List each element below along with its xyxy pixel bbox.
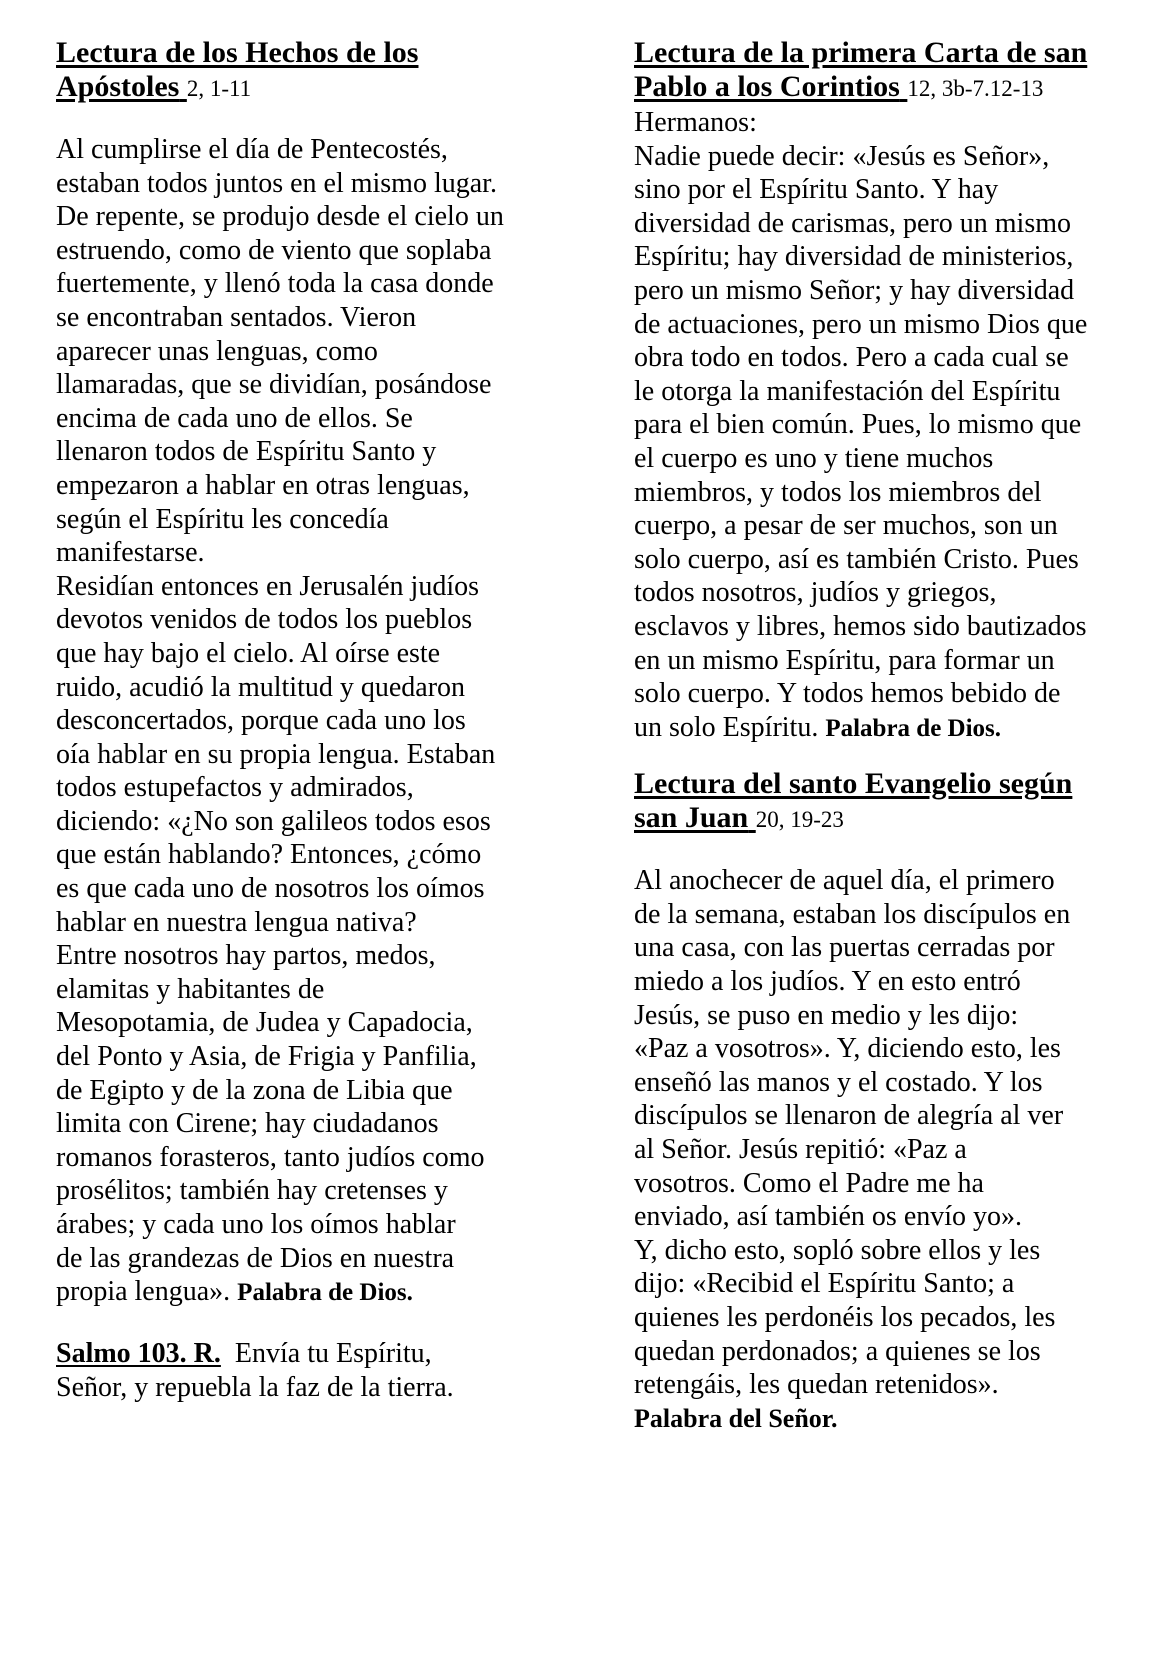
reading-2-line: en un mismo Espíritu, para formar un bbox=[634, 644, 1055, 676]
reading-2-title-line: Lectura de la primera Carta de san bbox=[634, 36, 1088, 69]
reading-1-line: estaban todos juntos en el mismo lugar. bbox=[56, 167, 497, 199]
reading-1-line: de las grandezas de Dios en nuestra bbox=[56, 1242, 455, 1274]
gospel-line: una casa, con las puertas cerradas por bbox=[634, 932, 1055, 964]
reading-1-line: se encontraban sentados. Vieron bbox=[56, 301, 417, 333]
reading-1-line: devotos venidos de todos los pueblos bbox=[56, 604, 473, 636]
reading-1-title-line bbox=[56, 70, 576, 106]
reading-1-line: estruendo, como de viento que soplaba bbox=[56, 234, 492, 266]
reading-1-line: Entre nosotros hay partos, medos, bbox=[56, 940, 436, 972]
reading-2-title-line-2: Pablo a los Corintios bbox=[634, 70, 900, 103]
reading-2-line: de actuaciones, pero un mismo Dios que bbox=[634, 308, 1088, 340]
psalm-response-part-2: Señor, y repuebla la faz de la tierra. bbox=[56, 1371, 454, 1403]
reading-1-line: fuertemente, y llenó toda la casa donde bbox=[56, 268, 494, 300]
reading-1-line: llamaradas, que se dividían, posándose bbox=[56, 369, 492, 401]
reading-2-line: miembros, y todos los miembros del bbox=[634, 476, 1042, 508]
reading-1-line: aparecer unas lenguas, como bbox=[56, 335, 378, 367]
gospel-title-line bbox=[634, 801, 1154, 837]
reading-2-closing: Palabra de Dios. bbox=[825, 714, 1002, 742]
reading-1-line: Al cumplirse el día de Pentecostés, bbox=[56, 134, 448, 165]
gospel-title-line: Lectura del santo Evangelio según bbox=[634, 767, 1073, 801]
reading-1-closing: Palabra de Dios. bbox=[237, 1279, 413, 1307]
reading-2-line: todos nosotros, judíos y griegos, bbox=[634, 577, 997, 609]
gospel-reference: 20, 19-23 bbox=[755, 807, 844, 833]
reading-1-line: hablar en nuestra lengua nativa? bbox=[56, 906, 417, 938]
reading-1-line: es que cada uno de nosotros los oímos bbox=[56, 873, 485, 905]
reading-1-line: desconcertados, porque cada uno los bbox=[56, 705, 466, 737]
reading-1-line: todos estupefactos y admirados, bbox=[56, 772, 414, 804]
reading-1-line: prosélitos; también hay cretenses y bbox=[56, 1175, 448, 1207]
reading-2-line: para el bien común. Pues, lo mismo que bbox=[634, 409, 1082, 441]
reading-1-line: árabes; y cada uno los oímos hablar bbox=[56, 1209, 456, 1240]
reading-2-ending bbox=[634, 711, 1154, 746]
gospel-line: quienes les perdonéis los pecados, les bbox=[634, 1302, 1056, 1333]
reading-1-line: llenaron todos de Espíritu Santo y bbox=[56, 436, 437, 468]
gospel-title bbox=[634, 767, 1154, 837]
psalm-response-part-1: Envía tu Espíritu, bbox=[234, 1337, 432, 1369]
gospel-body bbox=[634, 864, 1154, 1402]
reading-1-last-line: propia lengua». bbox=[56, 1276, 231, 1308]
reading-2-title-line bbox=[634, 70, 1154, 106]
psalm-label: Salmo 103. R. bbox=[56, 1337, 221, 1369]
psalm-line-1 bbox=[56, 1337, 576, 1371]
gospel-line: enviado, así también os envío yo». bbox=[634, 1201, 1023, 1233]
reading-1-body bbox=[56, 133, 576, 1275]
gospel-line: vosotros. Como el Padre me ha bbox=[634, 1167, 984, 1199]
gospel-line: retengáis, les quedan retenidos». bbox=[634, 1369, 999, 1401]
reading-2-line: el cuerpo es uno y tiene muchos bbox=[634, 442, 994, 474]
reading-1-title-line: Lectura de los Hechos de los bbox=[56, 36, 419, 69]
left-column bbox=[56, 36, 576, 1404]
reading-1-line: encima de cada uno de ellos. Se bbox=[56, 402, 413, 434]
reading-1-line: elamitas y habitantes de bbox=[56, 973, 325, 1005]
gospel-line: quedan perdonados; a quienes se los bbox=[634, 1335, 1041, 1367]
reading-2-line: esclavos y libres, hemos sido bautizados bbox=[634, 610, 1087, 642]
gospel-closing: Palabra del Señor. bbox=[634, 1403, 838, 1433]
reading-1-reference: 2, 1-11 bbox=[186, 76, 252, 101]
reading-1-title-line-2: Apóstoles bbox=[56, 70, 180, 103]
gospel-line: «Paz a vosotros». Y, diciendo esto, les bbox=[634, 1033, 1061, 1065]
reading-1-title bbox=[56, 36, 576, 106]
gospel-line: Y, dicho esto, sopló sobre ellos y les bbox=[634, 1234, 1041, 1266]
reading-2-line: pero un mismo Señor; y hay diversidad bbox=[634, 274, 1075, 306]
reading-1-line: del Ponto y Asia, de Frigia y Panfilia, bbox=[56, 1041, 477, 1073]
reading-1-line: que están hablando? Entonces, ¿cómo bbox=[56, 839, 482, 871]
reading-1-line: Mesopotamia, de Judea y Capadocia, bbox=[56, 1007, 473, 1039]
gospel-line: Al anochecer de aquel día, el primero bbox=[634, 865, 1055, 897]
reading-1-line: de Egipto y de la zona de Libia que bbox=[56, 1074, 453, 1106]
gospel-ending bbox=[634, 1402, 1154, 1436]
gospel-line: miedo a los judíos. Y en esto entró bbox=[634, 966, 1021, 998]
gospel-line: al Señor. Jesús repitió: «Paz a bbox=[634, 1134, 967, 1166]
reading-1-line: que hay bajo el cielo. Al oírse este bbox=[56, 637, 441, 669]
reading-2-title bbox=[634, 36, 1154, 106]
reading-1-line: Residían entonces en Jerusalén judíos bbox=[56, 570, 480, 602]
gospel-line: Jesús, se puso en medio y les dijo: bbox=[634, 999, 1019, 1031]
gospel-line: discípulos se llenaron de alegría al ver bbox=[634, 1100, 1064, 1132]
reading-1-line: ruido, acudió la multitud y quedaron bbox=[56, 671, 466, 703]
reading-1-line: según el Espíritu les concedía bbox=[56, 503, 389, 535]
reading-2-line: le otorga la manifestación del Espíritu bbox=[634, 375, 1061, 407]
reading-1-line: limita con Cirene; hay ciudadanos bbox=[56, 1108, 439, 1140]
reading-2-line: Nadie puede decir: «Jesús es Señor», bbox=[634, 140, 1050, 172]
gospel-line: de la semana, estaban los discípulos en bbox=[634, 898, 1071, 930]
reading-2-line: sino por el Espíritu Santo. Y hay bbox=[634, 174, 999, 206]
psalm-block bbox=[56, 1337, 576, 1405]
reading-2-line: diversidad de carismas, pero un mismo bbox=[634, 207, 1072, 239]
reading-1-line: empezaron a hablar en otras lenguas, bbox=[56, 469, 470, 501]
reading-1-ending bbox=[56, 1275, 576, 1310]
reading-2-reference: 12, 3b-7.12-13 bbox=[907, 76, 1044, 101]
reading-2-line: Hermanos: bbox=[634, 107, 757, 138]
reading-2-line: solo cuerpo. Y todos hemos bebido de bbox=[634, 678, 1061, 710]
reading-2-last-line: un solo Espíritu. bbox=[634, 711, 819, 743]
right-column bbox=[634, 36, 1154, 1435]
reading-2-line: obra todo en todos. Pero a cada cual se bbox=[634, 342, 1069, 374]
reading-2-line: Espíritu; hay diversidad de ministerios, bbox=[634, 241, 1074, 273]
reading-1-line: De repente, se produjo desde el cielo un bbox=[56, 201, 504, 233]
reading-1-line: romanos forasteros, tanto judíos como bbox=[56, 1141, 485, 1173]
gospel-line: enseñó las manos y el costado. Y los bbox=[634, 1066, 1043, 1098]
reading-1-line: manifestarse. bbox=[56, 537, 205, 569]
reading-2-line: solo cuerpo, así es también Cristo. Pues bbox=[634, 543, 1079, 575]
gospel-line: dijo: «Recibid el Espíritu Santo; a bbox=[634, 1268, 1015, 1300]
reading-2-line: cuerpo, a pesar de ser muchos, son un bbox=[634, 510, 1058, 542]
gospel-title-line-2: san Juan bbox=[634, 801, 749, 835]
reading-1-line: oía hablar en su propia lengua. Estaban bbox=[56, 738, 496, 770]
reading-2-body bbox=[634, 106, 1154, 711]
reading-1-line: diciendo: «¿No son galileos todos esos bbox=[56, 805, 491, 837]
